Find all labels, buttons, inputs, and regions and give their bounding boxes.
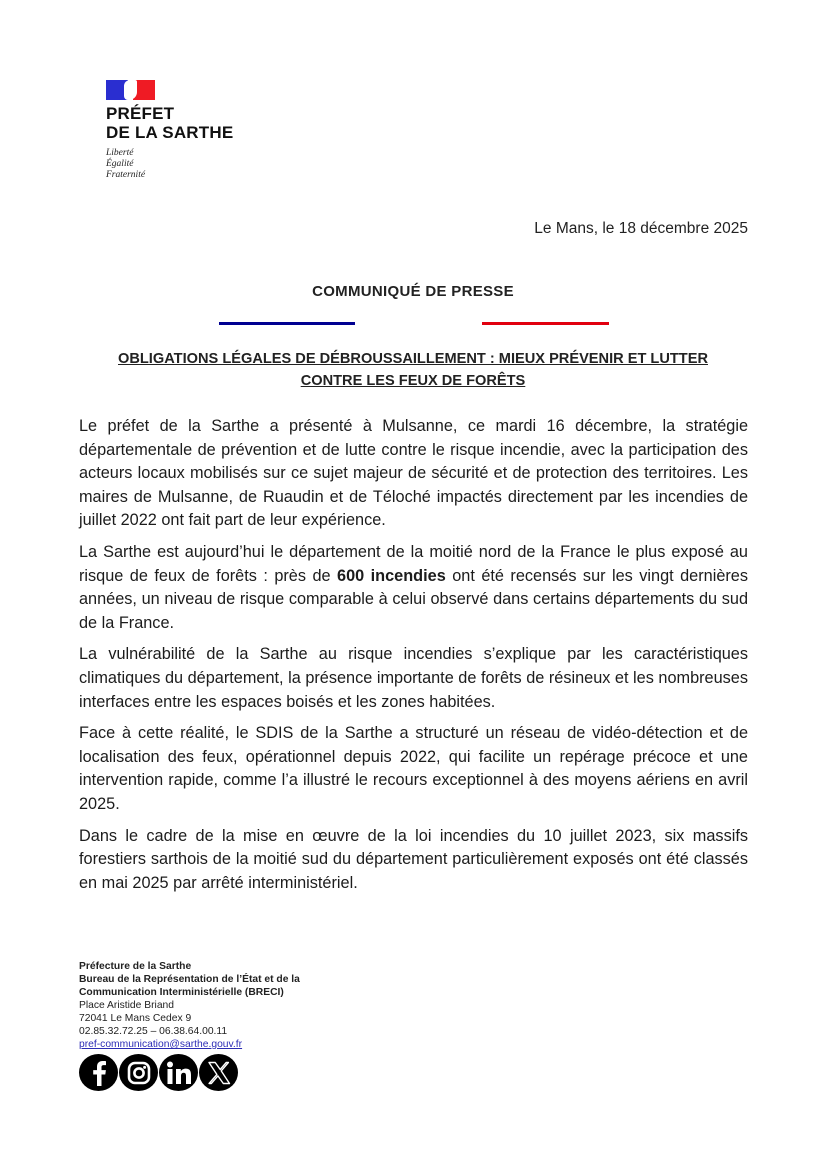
linkedin-icon xyxy=(166,1061,192,1085)
motto xyxy=(106,148,266,181)
footer-address2: 72041 Le Mans Cedex 9 xyxy=(79,1013,192,1024)
motto-fraternite: Fraternité xyxy=(106,170,146,180)
headline xyxy=(78,348,748,392)
social-links xyxy=(79,1054,238,1091)
red-rule xyxy=(482,322,609,325)
marianne-flag-icon xyxy=(106,80,155,100)
footer-phones: 02.85.32.72.25 – 06.38.64.00.11 xyxy=(79,1026,228,1037)
headline-line2: CONTRE LES FEUX DE FORÊTS xyxy=(300,373,526,389)
paragraph-2-highlight: 600 incendies xyxy=(337,566,446,585)
linkedin-link[interactable] xyxy=(159,1054,198,1091)
contact-footer xyxy=(79,960,300,1051)
paragraph-1: Le préfet de la Sarthe a présenté à Mulsanne, ce mardi 16 décembre, la stratégie départementale de prévention et de lutte contre le risque incendie, avec la participation des acteurs locaux mobilisés sur ce sujet majeur de sécurité et de protection des territoires. Les maires de Mulsanne, de Ruaudin et de Téloché impactés directement par les incendies de juillet 2022 ont fait part de leur expérience. xyxy=(79,417,748,530)
footer-bureau-line1: Bureau de la Représentation de l’État et de la xyxy=(79,974,300,985)
facebook-icon xyxy=(90,1060,108,1086)
paragraph-2-end: ont été recensés sur les vingt dernières années, un niveau de risque comparable à celui observé dans certains départements du sud de la France. xyxy=(79,566,748,632)
x-link[interactable] xyxy=(199,1054,238,1091)
motto-egalite: Égalité xyxy=(106,159,134,169)
instagram-icon xyxy=(127,1061,151,1085)
paragraph-2 xyxy=(79,541,748,635)
paragraph-5: Dans le cadre de la mise en œuvre de la loi incendies du 10 juillet 2023, six massifs forestiers sarthois de la moitié sud du département particulièrement exposés ont été classés en mai 2025 par arrêté interministériel. xyxy=(79,826,748,892)
paragraph-3: La vulnérabilité de la Sarthe au risque incendies s’explique par les caractéristiques climatiques du département, la présence importante de forêts de résineux et les nombreuses interfaces entre les espaces boisés et les zones habitées. xyxy=(79,645,748,711)
motto-liberte: Liberté xyxy=(106,148,134,158)
footer-bureau-line2: Communication Interministérielle (BRECI) xyxy=(79,987,284,998)
prefet-logo xyxy=(106,80,266,181)
logo-title-line1: PRÉFET xyxy=(106,104,175,123)
footer-address1: Place Aristide Briand xyxy=(79,1000,175,1011)
instagram-link[interactable] xyxy=(119,1054,158,1091)
headline-line1: OBLIGATIONS LÉGALES DE DÉBROUSSAILLEMENT : MIEUX PRÉVENIR ET LUTTER xyxy=(118,351,708,367)
logo-title-line2: DE LA SARTHE xyxy=(106,123,234,142)
footer-email-link[interactable]: pref-communication@sarthe.gouv.fr xyxy=(79,1039,243,1050)
press-release-title: COMMUNIQUÉ DE PRESSE xyxy=(312,283,514,300)
paragraph-2-start: La Sarthe est aujourd’hui le département de la moitié nord de la France le plus exposé au risque de feux de forêts : près de xyxy=(79,542,748,585)
blue-rule xyxy=(219,322,355,325)
paragraph-4: Face à cette réalité, le SDIS de la Sarthe a structuré un réseau de vidéo-détection et de localisation des feux, opérationnel depuis 2022, qui facilite un repérage précoce et une intervention rapide, comme l’a illustré le recours exceptionnel à des moyens aériens en avril 2025. xyxy=(79,724,748,813)
footer-org: Préfecture de la Sarthe xyxy=(79,961,192,972)
document-date: Le Mans, le 18 décembre 2025 xyxy=(534,220,748,237)
x-icon xyxy=(207,1061,231,1085)
logo-title xyxy=(106,104,266,142)
body-text xyxy=(79,415,748,903)
facebook-link[interactable] xyxy=(79,1054,118,1091)
